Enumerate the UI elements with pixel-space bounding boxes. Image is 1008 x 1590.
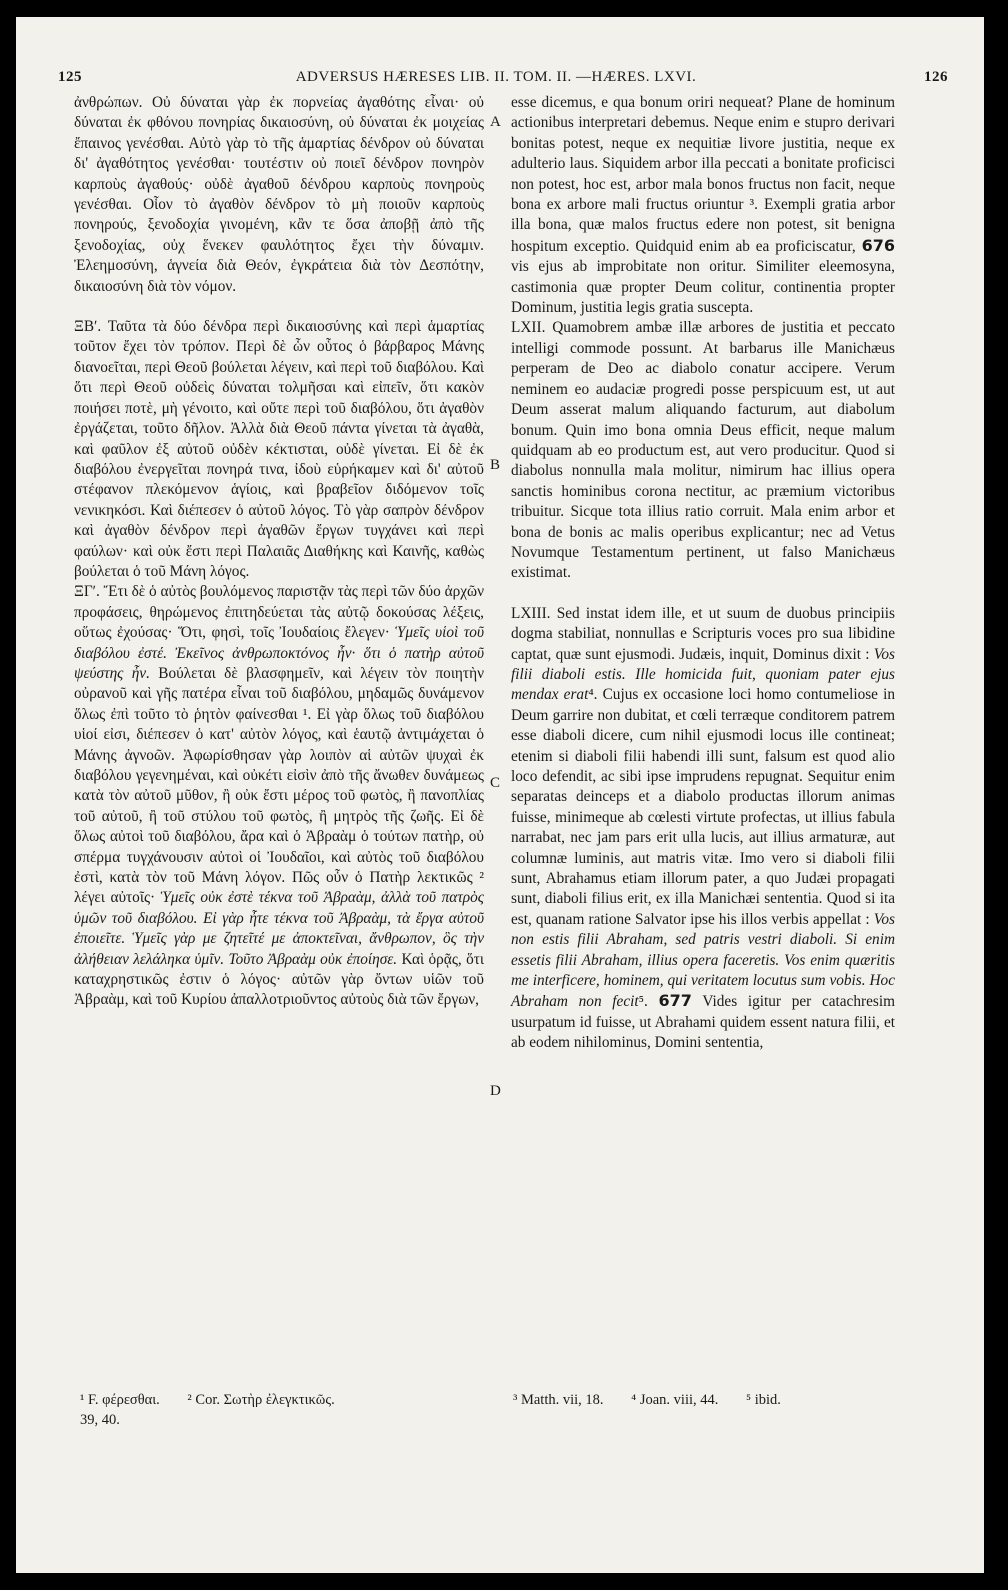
- footnote: ⁴ Joan. viii, 44.: [631, 1392, 719, 1408]
- margin-marker-d: D: [490, 1083, 501, 1099]
- left-page-number: 125: [58, 69, 82, 85]
- greek-column: [74, 93, 484, 1011]
- column-number: 676: [861, 235, 895, 255]
- greek-quote: Ὑμεῖς οὐκ ἐστὲ τέκνα τοῦ Ἀβραὰμ, ἀλλὰ τοῦ πατρὸς ὑμῶν τοῦ διαβόλου. Εἰ γὰρ ἦτε τέκνα τοῦ Ἀβραὰμ, τὰ ἔργα αὐτοῦ ἐποιεῖτε. Ὑμεῖς γὰρ με ζητεῖτέ με ἀποκτεῖναι, ἄνθρωπον, ὃς τὴν ἀλήθειαν λελάληκα ὑμῖν. Τοῦτο Ἀβραὰμ οὐκ ἐποίησε.: [74, 889, 484, 968]
- greek-text: Καὶ ὁρᾷς, ὅτι καταχρηστικῶς ἐστιν ὁ λόγος· αὐτῶν γὰρ ὄντων υἱῶν τοῦ Ἀβραὰμ, καὶ τοῦ Κυρίου ἀπαλλοτριοῦντος αὐτοὺς διὰ τῶν ἔργων,: [74, 950, 484, 1009]
- latin-paragraph-1: [511, 93, 895, 318]
- latin-text: ⁴. Cujus ex occasione loci homo contumeliose in Deum garrire non dubitat, et cœli terræque conditorem patrem esse diaboli dicere, cum nihil ejusmodi locus ille contineat; etenim si diaboli filii habendi illi sunt, falsum est quod alio loco defendit, ac sibi ipse imprudens repugnat. Sequitur enim separatas deinceps et a diabolo productas illorum animas fuisse, minimeque ab cœlesti virtute profectas, ut illius fabula narrabat, nec jam pars erit ulla lucis, aut illius armaturæ, aut columnæ luminis, aut matris vitæ. Imo vero si diaboli filii sunt, Abrahamus etiam illorum pater, a quo Judæi propagati sunt, diaboli filius erit, ex illa Manichæi sententia. Quod si ita est, quanam ratione Salvator ipse his illos verbis appellat :: [511, 686, 895, 928]
- latin-column: [511, 93, 895, 1054]
- latin-paragraph-62: LXII. Quamobrem ambæ illæ arbores de justitia et peccato intelligi commode possunt. At barbarus ille Manichæus perperam de Deo ac diabolo conatur accipere. Verum neminem eo audaciæ progredi posse perspicuum est, ut aut Deum asserat malum aliquando facturum, aut diabolum bonum. Quin imo bona omnia Deus efficit, neque malum quidquam ab eo productum est, aut vero producitur. Quod si diabolus nonnulla mala molitur, nimirum hac illius opera sanctis hominibus corona nectitur, ac præmium victoribus tribuitur. Sicque tota illius ratio corruit. Mala enim arbor et bona de bonis ac malis operibus explicantur; nec ad Vetus Novumque Testamentum pertinent, ut falso Manichæus existimat.: [511, 319, 895, 582]
- greek-paragraph-1: ἀνθρώπων. Οὐ δύναται γὰρ ἐκ πορνείας ἀγαθότης εἶναι· οὐ δύναται ἐκ φθόνου πονηρίας δικαιοσύνη, οὐ δύναται ἐκ μοιχείας ἔπαινος γενέσθαι. Αὐτὸ γὰρ τὸ τῆς ἁμαρτίας δένδρον οὐ δύναται δι' ἀγαθότητος γενέσθαι· τουτέστιν οὐ ποιεῖ δένδρον πονηρὸν καρποὺς ἀγαθούς· οὐδὲ ἀγαθοῦ δένδρου καρποὺς πονηροὺς γενέσθαι. Οἷον τὸ ἀγαθὸν δένδρον τὸ μὴ ποιοῦν καρποὺς πονηρούς, ξενοδοχία γινομένη, κἂν τε ὅσα ἀποβῇ ἀπὸ τῆς ξενοδοχίας, οὐχ ἕνεκεν φαυλότητος ἔχει τὴν δύναμιν. Ἐλεημοσύνη, ἁγνεία διὰ Θεόν, ἐγκράτεια διὰ τὸν Δεσπότην, δικαιοσύνη διὰ τὸν νόμον.: [74, 94, 484, 295]
- latin-quote: Vos filii diaboli estis. Ille homicida fuit, quoniam pater ejus mendax erat: [511, 645, 895, 704]
- footnote: ² Cor. Σωτὴρ ἐλεγκτικῶς.: [187, 1392, 335, 1408]
- column-number: 677: [658, 991, 692, 1011]
- margin-marker-b: B: [490, 457, 501, 473]
- greek-text: ΞΓʹ. Ἔτι δὲ ὁ αὐτὸς βουλόμενος παριστᾷν τὰς περὶ τῶν δύο ἀρχῶν προφάσεις, θηρώμενος ἐπιτηδεύεται τὰς αὐτῷ δοκούσας λέξεις, οὕτως ἐχούσας· Ὅτι, φησὶ, τοῖς Ἰουδαίοις ἔλεγεν·: [74, 583, 484, 642]
- footnote-continuation: 39, 40.: [80, 1412, 120, 1428]
- footnote: ³ Matth. vii, 18.: [513, 1392, 604, 1408]
- footnotes-right: [513, 1390, 913, 1410]
- footnotes-left: [80, 1390, 490, 1430]
- latin-paragraph-63: [511, 604, 895, 1054]
- latin-text: LXIII. Sed instat idem ille, et ut suum de duobus principiis dogma stabiliat, nonnullas e Scripturis voces pro sua libidine captat, quæ sunt ejusmodi. Judæis, inquit, Dominus dixit :: [511, 604, 895, 663]
- right-page-number: 126: [924, 69, 948, 85]
- footnote: ¹ F. φέρεσθαι.: [80, 1392, 160, 1408]
- latin-text: vis ejus ab improbitate non oritur. Similiter eleemosyna, castimonia quæ propter Deum colitur, continentia propter Dominum, justitia legis gratia suscepta.: [511, 258, 895, 317]
- latin-text: Vides igitur per catachresim usurpatum id fuisse, ut Abrahami quidem essent natura filii, et ab eodem nihilominus, Domini sententia,: [511, 993, 895, 1052]
- margin-marker-c: C: [490, 775, 501, 791]
- greek-paragraph-63: [74, 582, 484, 1011]
- greek-text: Βούλεται δὲ βλασφημεῖν, καὶ λέγειν τὸν ποιητὴν οὐρανοῦ καὶ γῆς πατέρα εἶναι τοῦ διαβόλου, μηδαμῶς δυνάμενον ὅλως ἐπὶ τοῦτο τὸ ῥητὸν φαίνεσθαι ¹. Εἰ γὰρ ὅλως τοῦ διαβόλου υἱοί εἰσι, διέπεσεν ὁ κατ' αὐτὸν λόγος, καὶ ἑαυτῷ ἀντιμάχεται ὁ Μάνης ἀγνοῶν. Ἀφωρίσθησαν γὰρ λοιπὸν αἱ αὐτῶν ψυχαὶ ἐκ διαβόλου γεγενημέναι, καὶ οὐκέτι εἰσὶν ἀπὸ τῆς ἄνωθεν δυνάμεως κατὰ τὸν αὐτοῦ μῦθον, ἢ οὐκ ἔστι μέρος τοῦ φωτὸς, ἢ πανοπλίας τοῦ αὐτοῦ, ἢ τοῦ στύλου τοῦ φωτὸς, ἢ μητρὸς τῆς ζωῆς. Εἰ δὲ ὅλως αὐτοὶ τοῦ διαβόλου, ἄρα καὶ ὁ Ἀβραὰμ ὁ τούτων πατὴρ, οὐ σπέρμα τυγχάνουσιν αὐτοὶ οἱ Ἰουδαῖοι, καὶ αὐτὸς τοῦ διαβόλου ἐστὶ, κατὰ τὸν τοῦ Μάνη λόγον. Πῶς οὖν ὁ Πατὴρ λεκτικῶς ² λέγει αὐτοῖς·: [74, 664, 484, 907]
- footnote-ref: ⁵.: [638, 993, 648, 1011]
- running-header: ADVERSUS HÆRESES LIB. II. TOM. II. —HÆRES. LXVI.: [295, 69, 697, 85]
- footnote: ⁵ ibid.: [746, 1392, 781, 1408]
- latin-text: esse dicemus, e qua bonum oriri nequeat? Plane de hominum actionibus interpretari debemus. Neque enim e stupro derivari bonitas potest, neque ex nequitiæ livore justitia, neque ex adulterio laus. Siquidem arbor illa peccati a bonitate proficisci non potest, hoc est, arbor mala bonos fructus non facit, neque bona ex arbore mali fructus oriuntur ³. Exempli gratia arbor illa bona, quæ malos fructus edere non potest, sit benigna hospitum exceptio. Quidquid enim ab ea proficiscatur,: [511, 94, 895, 255]
- greek-paragraph-62: ΞΒʹ. Ταῦτα τὰ δύο δένδρα περὶ δικαιοσύνης καὶ περὶ ἁμαρτίας τοῦτον ἔχει τὸν τρόπον. Περὶ δὲ ὧν οὗτος ὁ βάρβαρος Μάνης διανοεῖται, περὶ Θεοῦ βούλεται λέγειν, καὶ περὶ τοῦ διαβόλου. Καὶ ὅτι περὶ Θεοῦ οὐδεὶς δύναται τολμῆσαι καὶ εἰπεῖν, ὅτι κακὸν ποιήσει ποτὲ, μὴ γένοιτο, καὶ οὔτε περὶ τοῦ διαβόλου, ὅτι ἀγαθὸν ἐργάζεται, τοῦτο δῆλον. Ἀλλὰ διὰ Θεοῦ πάντα γίνεται τὰ ἀγαθὰ, καὶ φαῦλον ἐξ αὐτοῦ οὐδὲν κέκτισται, οὐδὲ γίνεται. Εἰ δὲ ἐκ διαβόλου ἐνεργεῖται πονηρά τινα, ἰδοὺ εὑρήκαμεν καὶ δι' αὐτοῦ στέφανον πλεκόμενον ἁγίοις, καὶ βραβεῖον διδόμενον τοῖς νενικηκόσι. Καὶ διέπεσεν ὁ αὐτοῦ λόγος. Τὸ γὰρ σαπρὸν δένδρον καὶ ἀγαθὸν δένδρον περὶ ἀγαθῶν ἔργων τυγχάνει καὶ περὶ φαύλων· καὶ οὐκ ἔστι περὶ Παλαιᾶς Διαθήκης καὶ Καινῆς, καθὼς βούλεται ὁ τοῦ Μάνη λόγος.: [74, 318, 484, 580]
- latin-quote: Vos non estis filii Abraham, sed patris vestri diaboli. Si enim essetis filii Abraham, illius opera faceretis. Vos enim quæritis me interficere, hominem, qui veritatem locutus sum vobis. Hoc Abraham non fecit: [511, 910, 896, 1011]
- margin-marker-a: A: [490, 114, 501, 130]
- greek-quote: Ὑμεῖς υἱοὶ τοῦ διαβόλου ἐστέ. Ἐκεῖνος ἀνθρωποκτόνος ἦν· ὅτι ὁ πατὴρ αὐτοῦ ψεύστης ἦν.: [74, 624, 484, 682]
- book-page: [16, 14, 984, 1573]
